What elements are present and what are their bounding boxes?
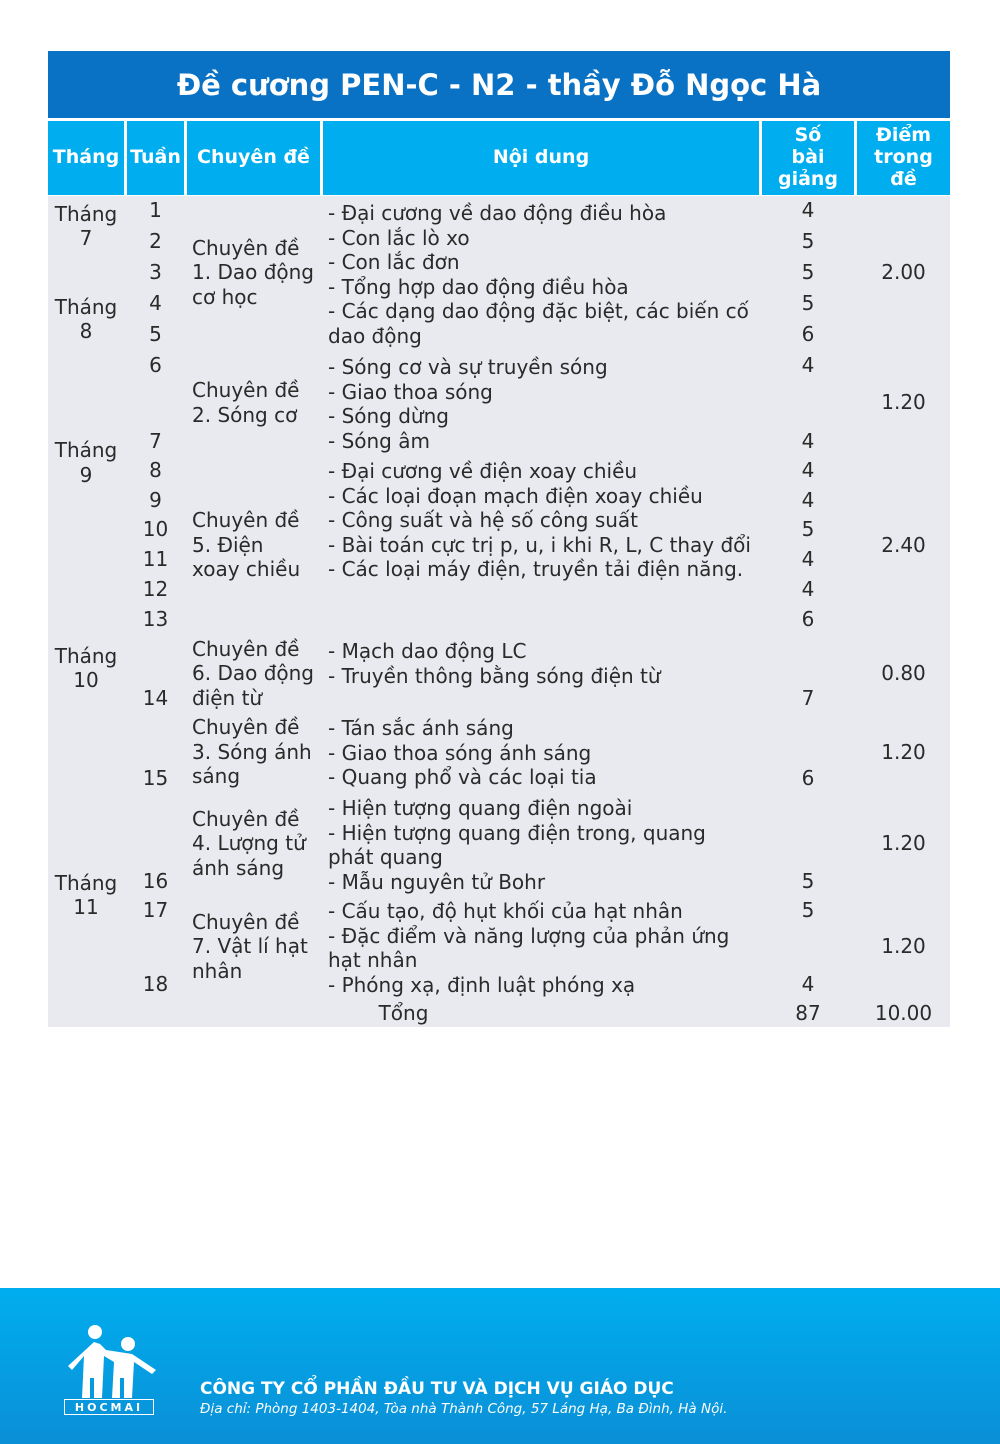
- lesson-count-cell: 5: [762, 793, 854, 894]
- content-cell: [323, 636, 759, 711]
- lesson-count-cell: 4: [762, 927, 854, 997]
- week-cell: 3: [127, 258, 184, 287]
- score-cell: 1.20: [857, 351, 950, 454]
- content-line: - Mẫu nguyên tử Bohr: [328, 869, 546, 894]
- week-cell: 8: [127, 456, 184, 485]
- topic-cell: Chuyên đề 7. Vật lí hạt nhân: [187, 896, 320, 997]
- score-cell: 2.00: [857, 196, 950, 349]
- header-tuan: Tuần: [127, 121, 184, 195]
- topic-cell: Chuyên đề 4. Lượng tử ánh sáng: [187, 793, 320, 894]
- content-line: - Mạch dao động LC: [328, 639, 527, 663]
- content-line: - Hiện tượng quang điện ngoài: [328, 796, 633, 820]
- lesson-count-cell: 5: [762, 289, 854, 318]
- content-line: - Các loại máy điện, truyền tải điện năng.: [328, 557, 744, 581]
- content-line: - Sóng dừng: [328, 404, 449, 428]
- content-line: - Công suất và hệ số công suất: [328, 508, 639, 532]
- topic-cell: Chuyên đề 3. Sóng ánh sáng: [187, 713, 320, 791]
- content-line: - Giao thoa sóng: [328, 379, 493, 404]
- content-cell: [323, 351, 759, 454]
- lesson-count-cell: 6: [762, 713, 854, 791]
- content-line: - Đại cương về dao động điều hòa: [328, 201, 667, 225]
- week-cell: 16: [127, 793, 184, 894]
- week-cell: 5: [127, 320, 184, 349]
- content-line: - Sóng cơ và sự truyền sóng: [328, 355, 608, 379]
- lesson-count-cell: 6: [762, 605, 854, 634]
- content-line: - Quang phổ và các loại tia: [328, 765, 597, 789]
- content-cell: [323, 713, 759, 791]
- content-line: - Con lắc đơn: [328, 250, 460, 274]
- lesson-count-cell: 4: [762, 576, 854, 603]
- score-cell: 1.20: [857, 793, 950, 894]
- score-cell: 2.40: [857, 456, 950, 634]
- lesson-count-cell: 4: [762, 382, 854, 454]
- content-line: - Đặc điểm và năng lượng của phản ứng hạt nhân: [328, 923, 730, 972]
- header-diem: Điểm trong đề: [857, 121, 950, 195]
- company-name: CÔNG TY CỔ PHẦN ĐẦU TƯ VÀ DỊCH VỤ GIÁO DỤC: [200, 1379, 674, 1399]
- lesson-count-cell: 5: [762, 516, 854, 543]
- total-label: Tổng: [48, 999, 759, 1027]
- content-line: - Tán sắc ánh sáng: [328, 716, 514, 740]
- week-cell: 7: [127, 382, 184, 454]
- week-cell: 10: [127, 516, 184, 543]
- content-cell: [323, 896, 759, 997]
- week-cell: 11: [127, 545, 184, 574]
- score-cell: 0.80: [857, 636, 950, 711]
- lesson-count-cell: 5: [762, 227, 854, 256]
- lesson-count-cell: 4: [762, 196, 854, 225]
- content-line: - Các loại đoạn mạch điện xoay chiều: [328, 483, 703, 508]
- content-cell: [323, 196, 759, 349]
- header-noi-dung: Nội dung: [323, 121, 759, 195]
- content-line: - Truyền thông bằng sóng điện từ: [328, 663, 661, 688]
- week-cell: 14: [127, 636, 184, 711]
- content-line: - Sóng âm: [328, 428, 430, 453]
- total-score: 10.00: [857, 999, 950, 1027]
- topic-cell: Chuyên đề 5. Điện xoay chiều: [187, 456, 320, 634]
- content-line: - Tổng hợp dao động điều hòa: [328, 274, 629, 299]
- content-line: - Con lắc lò xo: [328, 225, 470, 250]
- week-cell: 13: [127, 605, 184, 634]
- month-cell: Tháng 11: [48, 793, 124, 997]
- content-line: - Giao thoa sóng ánh sáng: [328, 740, 592, 765]
- table-header: [48, 121, 950, 195]
- content-line: - Phóng xạ, định luật phóng xạ: [328, 972, 636, 997]
- month-cell: Tháng 10: [48, 545, 124, 791]
- logo-text: HOCMAI: [64, 1399, 154, 1415]
- lesson-count-cell: 4: [762, 545, 854, 574]
- header-thang: Tháng: [48, 121, 124, 195]
- header-so-bai: Số bài giảng: [762, 121, 854, 195]
- lesson-count-cell: 6: [762, 320, 854, 349]
- lesson-count-cell: 4: [762, 351, 854, 380]
- content-line: - Hiện tượng quang điện trong, quang phát quang: [328, 820, 706, 869]
- week-cell: 18: [127, 927, 184, 997]
- week-cell: 9: [127, 487, 184, 514]
- week-cell: 17: [127, 896, 184, 925]
- week-cell: 2: [127, 227, 184, 256]
- score-cell: 1.20: [857, 896, 950, 997]
- company-address: Địa chỉ: Phòng 1403-1404, Tòa nhà Thành Công, 57 Láng Hạ, Ba Đình, Hà Nội.: [200, 1401, 728, 1417]
- month-cell: Tháng 8: [48, 258, 124, 380]
- lesson-count-cell: 5: [762, 896, 854, 925]
- month-cell: Tháng 9: [48, 382, 124, 543]
- page-title: Đề cương PEN-C - N2 - thầy Đỗ Ngọc Hà: [48, 51, 950, 118]
- content-line: - Cấu tạo, độ hụt khối của hạt nhân: [328, 899, 683, 923]
- week-cell: 12: [127, 576, 184, 603]
- syllabus-table: [48, 196, 950, 1027]
- lesson-count-cell: 7: [762, 636, 854, 711]
- content-cell: [323, 456, 759, 634]
- topic-cell: Chuyên đề 2. Sóng cơ: [187, 351, 320, 454]
- content-line: - Bài toán cực trị p, u, i khi R, L, C thay đổi: [328, 532, 751, 557]
- week-cell: 4: [127, 289, 184, 318]
- total-lessons: 87: [762, 999, 854, 1027]
- week-cell: 6: [127, 351, 184, 380]
- content-cell: [323, 793, 759, 894]
- week-cell: 1: [127, 196, 184, 225]
- lesson-count-cell: 4: [762, 456, 854, 485]
- header-chuyen-de: Chuyên đề: [187, 121, 320, 195]
- week-cell: 15: [127, 713, 184, 791]
- lesson-count-cell: 5: [762, 258, 854, 287]
- month-cell: Tháng 7: [48, 196, 124, 256]
- topic-cell: Chuyên đề 1. Dao động cơ học: [187, 196, 320, 349]
- lesson-count-cell: 4: [762, 487, 854, 514]
- content-line: - Đại cương về điện xoay chiều: [328, 459, 638, 483]
- topic-cell: Chuyên đề 6. Dao động điện từ: [187, 636, 320, 711]
- score-cell: 1.20: [857, 713, 950, 791]
- content-line: - Các dạng dao động đặc biệt, các biến cố dao động: [328, 299, 749, 348]
